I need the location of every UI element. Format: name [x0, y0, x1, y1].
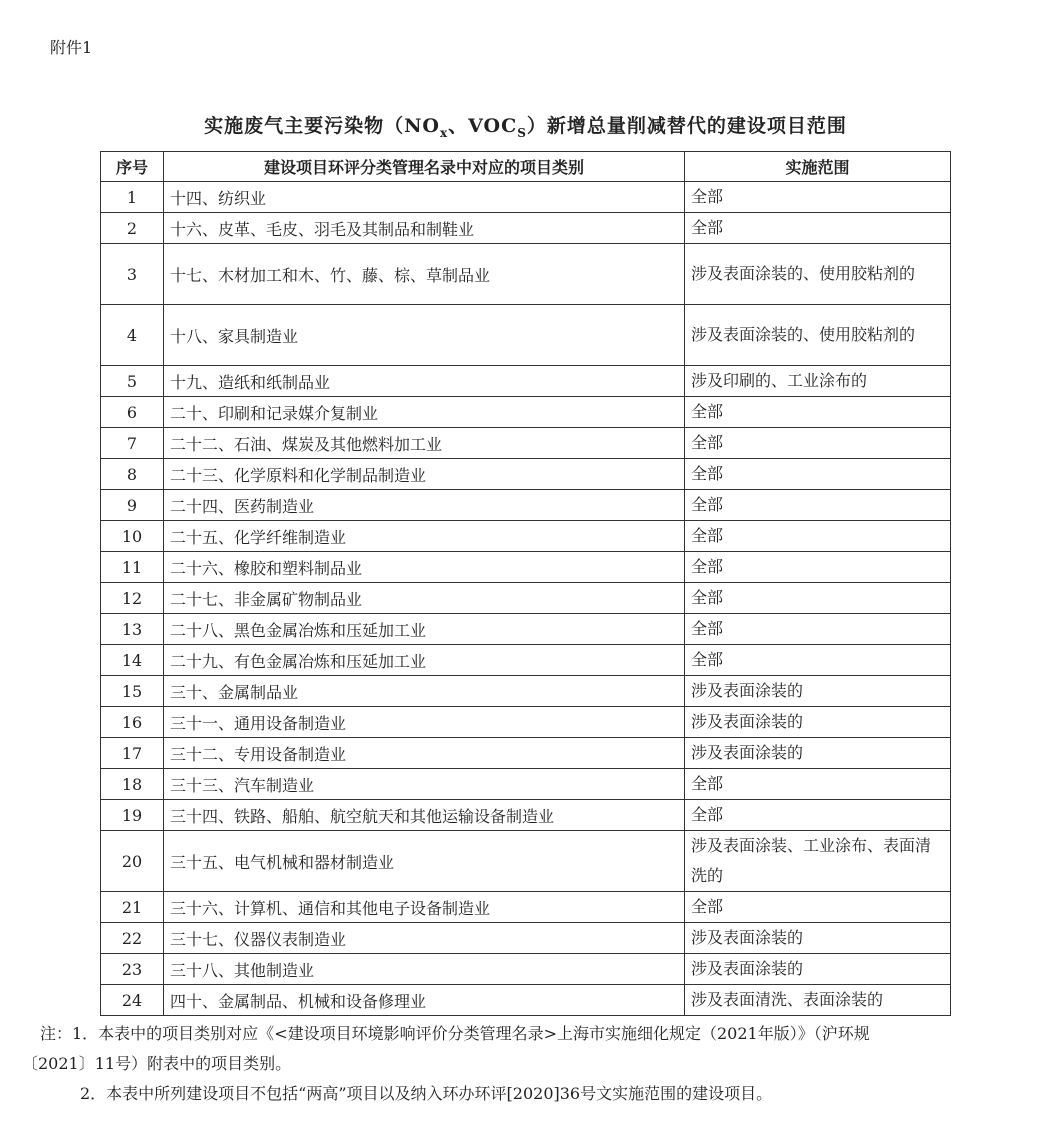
- row-category: 四十、金属制品、机械和设备修理业: [164, 985, 685, 1016]
- row-category: 三十七、仪器仪表制造业: [164, 923, 685, 954]
- row-number: 7: [101, 428, 164, 459]
- table-row: [101, 459, 951, 490]
- table-row: [101, 645, 951, 676]
- table-row: [101, 738, 951, 769]
- row-number: 24: [101, 985, 164, 1016]
- row-scope: 全部: [685, 459, 951, 490]
- row-category: 三十三、汽车制造业: [164, 769, 685, 800]
- row-category: 二十二、石油、煤炭及其他燃料加工业: [164, 428, 685, 459]
- row-scope: 全部: [685, 521, 951, 552]
- row-number: 19: [101, 800, 164, 831]
- row-number: 15: [101, 676, 164, 707]
- table-row: [101, 676, 951, 707]
- row-scope: 全部: [685, 800, 951, 831]
- row-category: 三十四、铁路、船舶、航空航天和其他运输设备制造业: [164, 800, 685, 831]
- row-category: 三十六、计算机、通信和其他电子设备制造业: [164, 892, 685, 923]
- row-category: 二十、印刷和记录媒介复制业: [164, 397, 685, 428]
- row-category: 二十九、有色金属冶炼和压延加工业: [164, 645, 685, 676]
- row-number: 11: [101, 552, 164, 583]
- row-scope: 全部: [685, 213, 951, 244]
- row-number: 4: [101, 305, 164, 366]
- table-row: [101, 831, 951, 892]
- row-scope: 全部: [685, 182, 951, 213]
- row-category: 十六、皮革、毛皮、羽毛及其制品和制鞋业: [164, 213, 685, 244]
- row-category: 十九、造纸和纸制品业: [164, 366, 685, 397]
- header-scope: 实施范围: [685, 152, 951, 182]
- header-category: 建设项目环评分类管理名录中对应的项目类别: [164, 152, 685, 182]
- table-row: [101, 985, 951, 1016]
- row-category: 三十五、电气机械和器材制造业: [164, 831, 685, 892]
- row-category: 二十七、非金属矿物制品业: [164, 583, 685, 614]
- table-header-row: [101, 152, 951, 182]
- row-category: 三十八、其他制造业: [164, 954, 685, 985]
- row-number: 9: [101, 490, 164, 521]
- row-scope: 全部: [685, 614, 951, 645]
- row-number: 13: [101, 614, 164, 645]
- row-scope: 全部: [685, 583, 951, 614]
- table-row: [101, 182, 951, 213]
- title-sub1: x: [439, 125, 449, 140]
- row-scope: 涉及表面涂装、工业涂布、表面清洗的: [685, 831, 951, 892]
- row-scope: 全部: [685, 397, 951, 428]
- row-scope: 涉及表面涂装的、使用胶粘剂的: [685, 244, 951, 305]
- row-category: 二十六、橡胶和塑料制品业: [164, 552, 685, 583]
- row-scope: 涉及表面涂装的、使用胶粘剂的: [685, 305, 951, 366]
- note-1-line-2: 〔2021〕11号）附表中的项目类别。: [22, 1054, 292, 1073]
- row-scope: 涉及表面涂装的: [685, 707, 951, 738]
- table-row: [101, 366, 951, 397]
- table-row: [101, 521, 951, 552]
- row-category: 二十八、黑色金属冶炼和压延加工业: [164, 614, 685, 645]
- row-number: 16: [101, 707, 164, 738]
- row-number: 20: [101, 831, 164, 892]
- row-number: 3: [101, 244, 164, 305]
- table-row: [101, 769, 951, 800]
- header-no: 序号: [101, 152, 164, 182]
- row-scope: 涉及表面涂装的: [685, 954, 951, 985]
- table-row: [101, 614, 951, 645]
- attachment-label: 附件1: [50, 38, 93, 57]
- row-scope: 全部: [685, 428, 951, 459]
- row-number: 14: [101, 645, 164, 676]
- note-2: 2．本表中所列建设项目不包括“两高”项目以及纳入环办环评[2020]36号文实施范围的建设项目。: [80, 1084, 773, 1103]
- row-number: 2: [101, 213, 164, 244]
- scope-table: [100, 151, 951, 1016]
- table-row: [101, 305, 951, 366]
- table-row: [101, 954, 951, 985]
- row-category: 三十、金属制品业: [164, 676, 685, 707]
- row-number: 22: [101, 923, 164, 954]
- row-category: 二十四、医药制造业: [164, 490, 685, 521]
- notes: [0, 1019, 1051, 1109]
- table-row: [101, 800, 951, 831]
- title-part3: ）新增总量削减替代的建设项目范围: [526, 115, 847, 137]
- row-number: 17: [101, 738, 164, 769]
- note-1-line-1: 注：1．本表中的项目类别对应《<建设项目环境影响评价分类管理名录>上海市实施细化规定（2021年版）》（沪环规: [40, 1024, 870, 1043]
- table-row: [101, 892, 951, 923]
- row-scope: 全部: [685, 490, 951, 521]
- row-scope: 全部: [685, 769, 951, 800]
- page-title: [0, 111, 1051, 140]
- row-scope: 涉及印刷的、工业涂布的: [685, 366, 951, 397]
- table-row: [101, 428, 951, 459]
- row-category: 十四、纺织业: [164, 182, 685, 213]
- row-scope: 全部: [685, 645, 951, 676]
- table-body: [101, 182, 951, 1016]
- row-number: 23: [101, 954, 164, 985]
- table-row: [101, 244, 951, 305]
- row-category: 二十五、化学纤维制造业: [164, 521, 685, 552]
- table-row: [101, 552, 951, 583]
- table-row: [101, 213, 951, 244]
- row-number: 8: [101, 459, 164, 490]
- row-scope: 涉及表面清洗、表面涂装的: [685, 985, 951, 1016]
- table-row: [101, 707, 951, 738]
- row-category: 二十三、化学原料和化学制品制造业: [164, 459, 685, 490]
- row-scope: 全部: [685, 892, 951, 923]
- row-number: 12: [101, 583, 164, 614]
- title-sub2: S: [517, 125, 527, 140]
- row-scope: 全部: [685, 552, 951, 583]
- title-part2: 、VOC: [448, 115, 518, 137]
- row-category: 十七、木材加工和木、竹、藤、棕、草制品业: [164, 244, 685, 305]
- row-category: 三十二、专用设备制造业: [164, 738, 685, 769]
- row-category: 十八、家具制造业: [164, 305, 685, 366]
- row-number: 6: [101, 397, 164, 428]
- row-number: 10: [101, 521, 164, 552]
- row-scope: 涉及表面涂装的: [685, 738, 951, 769]
- row-scope: 涉及表面涂装的: [685, 923, 951, 954]
- row-category: 三十一、通用设备制造业: [164, 707, 685, 738]
- title-part1: 实施废气主要污染物（NO: [204, 115, 440, 137]
- table-row: [101, 490, 951, 521]
- table-row: [101, 923, 951, 954]
- row-number: 1: [101, 182, 164, 213]
- row-number: 18: [101, 769, 164, 800]
- table-row: [101, 397, 951, 428]
- row-number: 5: [101, 366, 164, 397]
- row-scope: 涉及表面涂装的: [685, 676, 951, 707]
- row-number: 21: [101, 892, 164, 923]
- table-row: [101, 583, 951, 614]
